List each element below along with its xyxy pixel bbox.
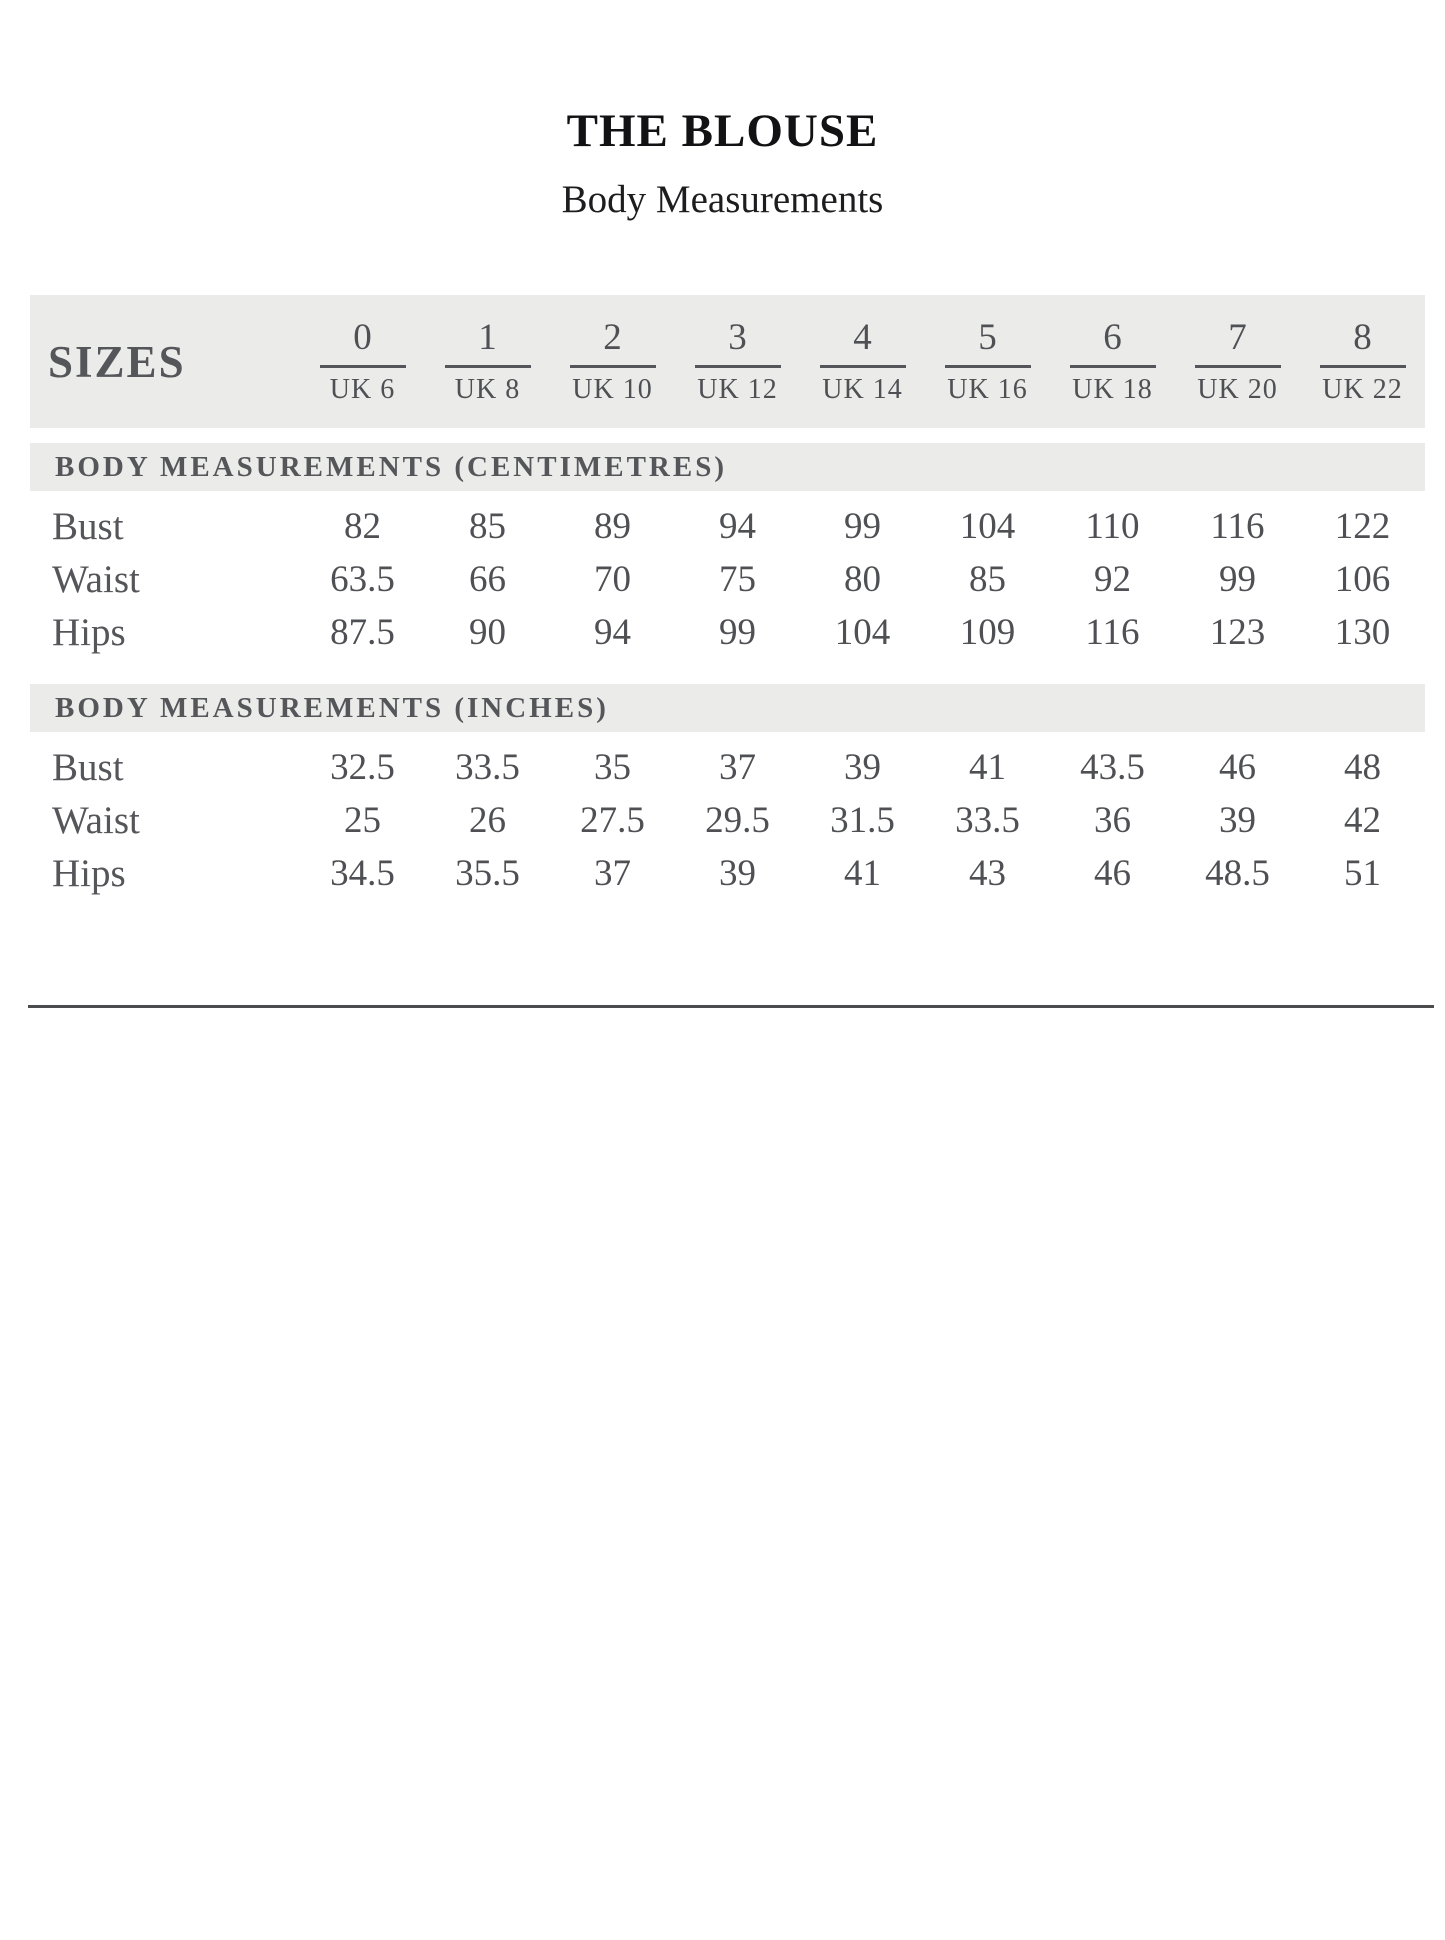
size-number: 0 — [353, 317, 372, 358]
size-divider — [1070, 365, 1156, 368]
measurement-row-waist-in — [30, 794, 1425, 847]
section-heading-centimetres: BODY MEASUREMENTS (CENTIMETRES) — [30, 443, 1425, 491]
uk-size-label: UK 6 — [329, 374, 396, 405]
measurement-cell: 35.5 — [455, 853, 520, 894]
measurement-row-bust-cm — [30, 500, 1425, 553]
measurement-row-hips-cm — [30, 606, 1425, 659]
row-label: Hips — [52, 611, 126, 654]
size-divider — [695, 365, 781, 368]
measurement-cell: 33.5 — [455, 747, 520, 788]
measurement-cell: 89 — [594, 506, 631, 547]
size-column-header-7 — [1175, 319, 1300, 404]
inch-rows — [30, 732, 1425, 900]
page-subtitle: Body Measurements — [561, 178, 884, 221]
measurement-row-hips-in — [30, 847, 1425, 900]
centimetre-rows — [30, 491, 1425, 659]
measurement-cell: 25 — [344, 800, 381, 841]
size-divider — [820, 365, 906, 368]
size-column-header-8 — [1300, 319, 1425, 404]
row-label: Bust — [52, 746, 124, 789]
measurement-cell: 106 — [1334, 559, 1391, 600]
measurement-cell: 116 — [1210, 506, 1265, 547]
size-divider — [445, 365, 531, 368]
measurement-cell: 87.5 — [330, 612, 395, 653]
measurement-cell: 70 — [594, 559, 631, 600]
size-divider — [320, 365, 406, 368]
size-number: 2 — [603, 317, 622, 358]
size-column-header-3 — [675, 319, 800, 404]
measurement-cell: 104 — [834, 612, 891, 653]
measurement-cell: 39 — [1219, 800, 1256, 841]
sizes-label: SIZES — [48, 336, 186, 387]
row-label: Waist — [52, 558, 140, 601]
measurement-cell: 99 — [844, 506, 881, 547]
measurement-cell: 43.5 — [1080, 747, 1145, 788]
measurement-cell: 32.5 — [330, 747, 395, 788]
size-divider — [1320, 365, 1406, 368]
row-label: Waist — [52, 799, 140, 842]
row-label: Hips — [52, 852, 126, 895]
bottom-rule — [28, 1005, 1434, 1008]
size-divider — [1195, 365, 1281, 368]
measurement-cell: 36 — [1094, 800, 1131, 841]
measurement-cell: 90 — [469, 612, 506, 653]
uk-size-label: UK 8 — [454, 374, 521, 405]
page-title: THE BLOUSE — [566, 105, 879, 157]
measurement-cell: 31.5 — [830, 800, 895, 841]
measurement-cell: 48.5 — [1205, 853, 1270, 894]
section-heading-inches: BODY MEASUREMENTS (INCHES) — [30, 684, 1425, 732]
size-number: 8 — [1353, 317, 1372, 358]
measurement-cell: 104 — [959, 506, 1016, 547]
uk-size-label: UK 14 — [822, 374, 903, 405]
measurement-cell: 85 — [469, 506, 506, 547]
title-block — [0, 0, 1445, 219]
measurement-cell: 122 — [1334, 506, 1391, 547]
measurement-cell: 116 — [1085, 612, 1140, 653]
measurement-cell: 46 — [1094, 853, 1131, 894]
uk-size-label: UK 12 — [697, 374, 778, 405]
size-number: 3 — [728, 317, 747, 358]
measurement-row-waist-cm — [30, 553, 1425, 606]
size-number: 4 — [853, 317, 872, 358]
uk-size-label: UK 16 — [947, 374, 1028, 405]
measurement-cell: 92 — [1094, 559, 1131, 600]
measurement-cell: 80 — [844, 559, 881, 600]
measurement-cell: 29.5 — [705, 800, 770, 841]
size-column-header-5 — [925, 319, 1050, 404]
size-column-header-6 — [1050, 319, 1175, 404]
measurement-cell: 33.5 — [955, 800, 1020, 841]
measurement-cell: 39 — [719, 853, 756, 894]
uk-size-label: UK 10 — [572, 374, 653, 405]
measurement-cell: 48 — [1344, 747, 1381, 788]
measurement-cell: 110 — [1085, 506, 1140, 547]
size-chart — [30, 295, 1425, 900]
measurement-cell: 35 — [594, 747, 631, 788]
uk-size-label: UK 18 — [1072, 374, 1153, 405]
measurement-cell: 75 — [719, 559, 756, 600]
size-number: 7 — [1228, 317, 1247, 358]
measurement-cell: 51 — [1344, 853, 1381, 894]
size-number: 5 — [978, 317, 997, 358]
measurement-cell: 63.5 — [330, 559, 395, 600]
measurement-cell: 34.5 — [330, 853, 395, 894]
measurement-cell: 26 — [469, 800, 506, 841]
measurement-cell: 27.5 — [580, 800, 645, 841]
uk-size-label: UK 20 — [1197, 374, 1278, 405]
measurement-cell: 99 — [1219, 559, 1256, 600]
size-column-header-0 — [300, 319, 425, 404]
size-number: 1 — [478, 317, 497, 358]
uk-size-label: UK 22 — [1322, 374, 1403, 405]
size-number: 6 — [1103, 317, 1122, 358]
size-column-header-4 — [800, 319, 925, 404]
measurement-cell: 99 — [719, 612, 756, 653]
row-label: Bust — [52, 505, 124, 548]
measurement-cell: 123 — [1209, 612, 1266, 653]
measurement-row-bust-in — [30, 741, 1425, 794]
measurement-cell: 41 — [969, 747, 1006, 788]
measurement-cell: 94 — [594, 612, 631, 653]
measurement-cell: 46 — [1219, 747, 1256, 788]
measurement-cell: 82 — [344, 506, 381, 547]
measurement-cell: 66 — [469, 559, 506, 600]
size-column-header-2 — [550, 319, 675, 404]
measurement-cell: 43 — [969, 853, 1006, 894]
measurement-cell: 37 — [594, 853, 631, 894]
size-column-header-1 — [425, 319, 550, 404]
measurement-cell: 39 — [844, 747, 881, 788]
measurement-cell: 85 — [969, 559, 1006, 600]
measurement-cell: 37 — [719, 747, 756, 788]
size-divider — [570, 365, 656, 368]
measurement-cell: 41 — [844, 853, 881, 894]
measurement-cell: 109 — [959, 612, 1016, 653]
size-divider — [945, 365, 1031, 368]
measurement-cell: 94 — [719, 506, 756, 547]
measurement-cell: 130 — [1334, 612, 1391, 653]
sizes-header-row — [30, 295, 1425, 428]
measurement-cell: 42 — [1344, 800, 1381, 841]
